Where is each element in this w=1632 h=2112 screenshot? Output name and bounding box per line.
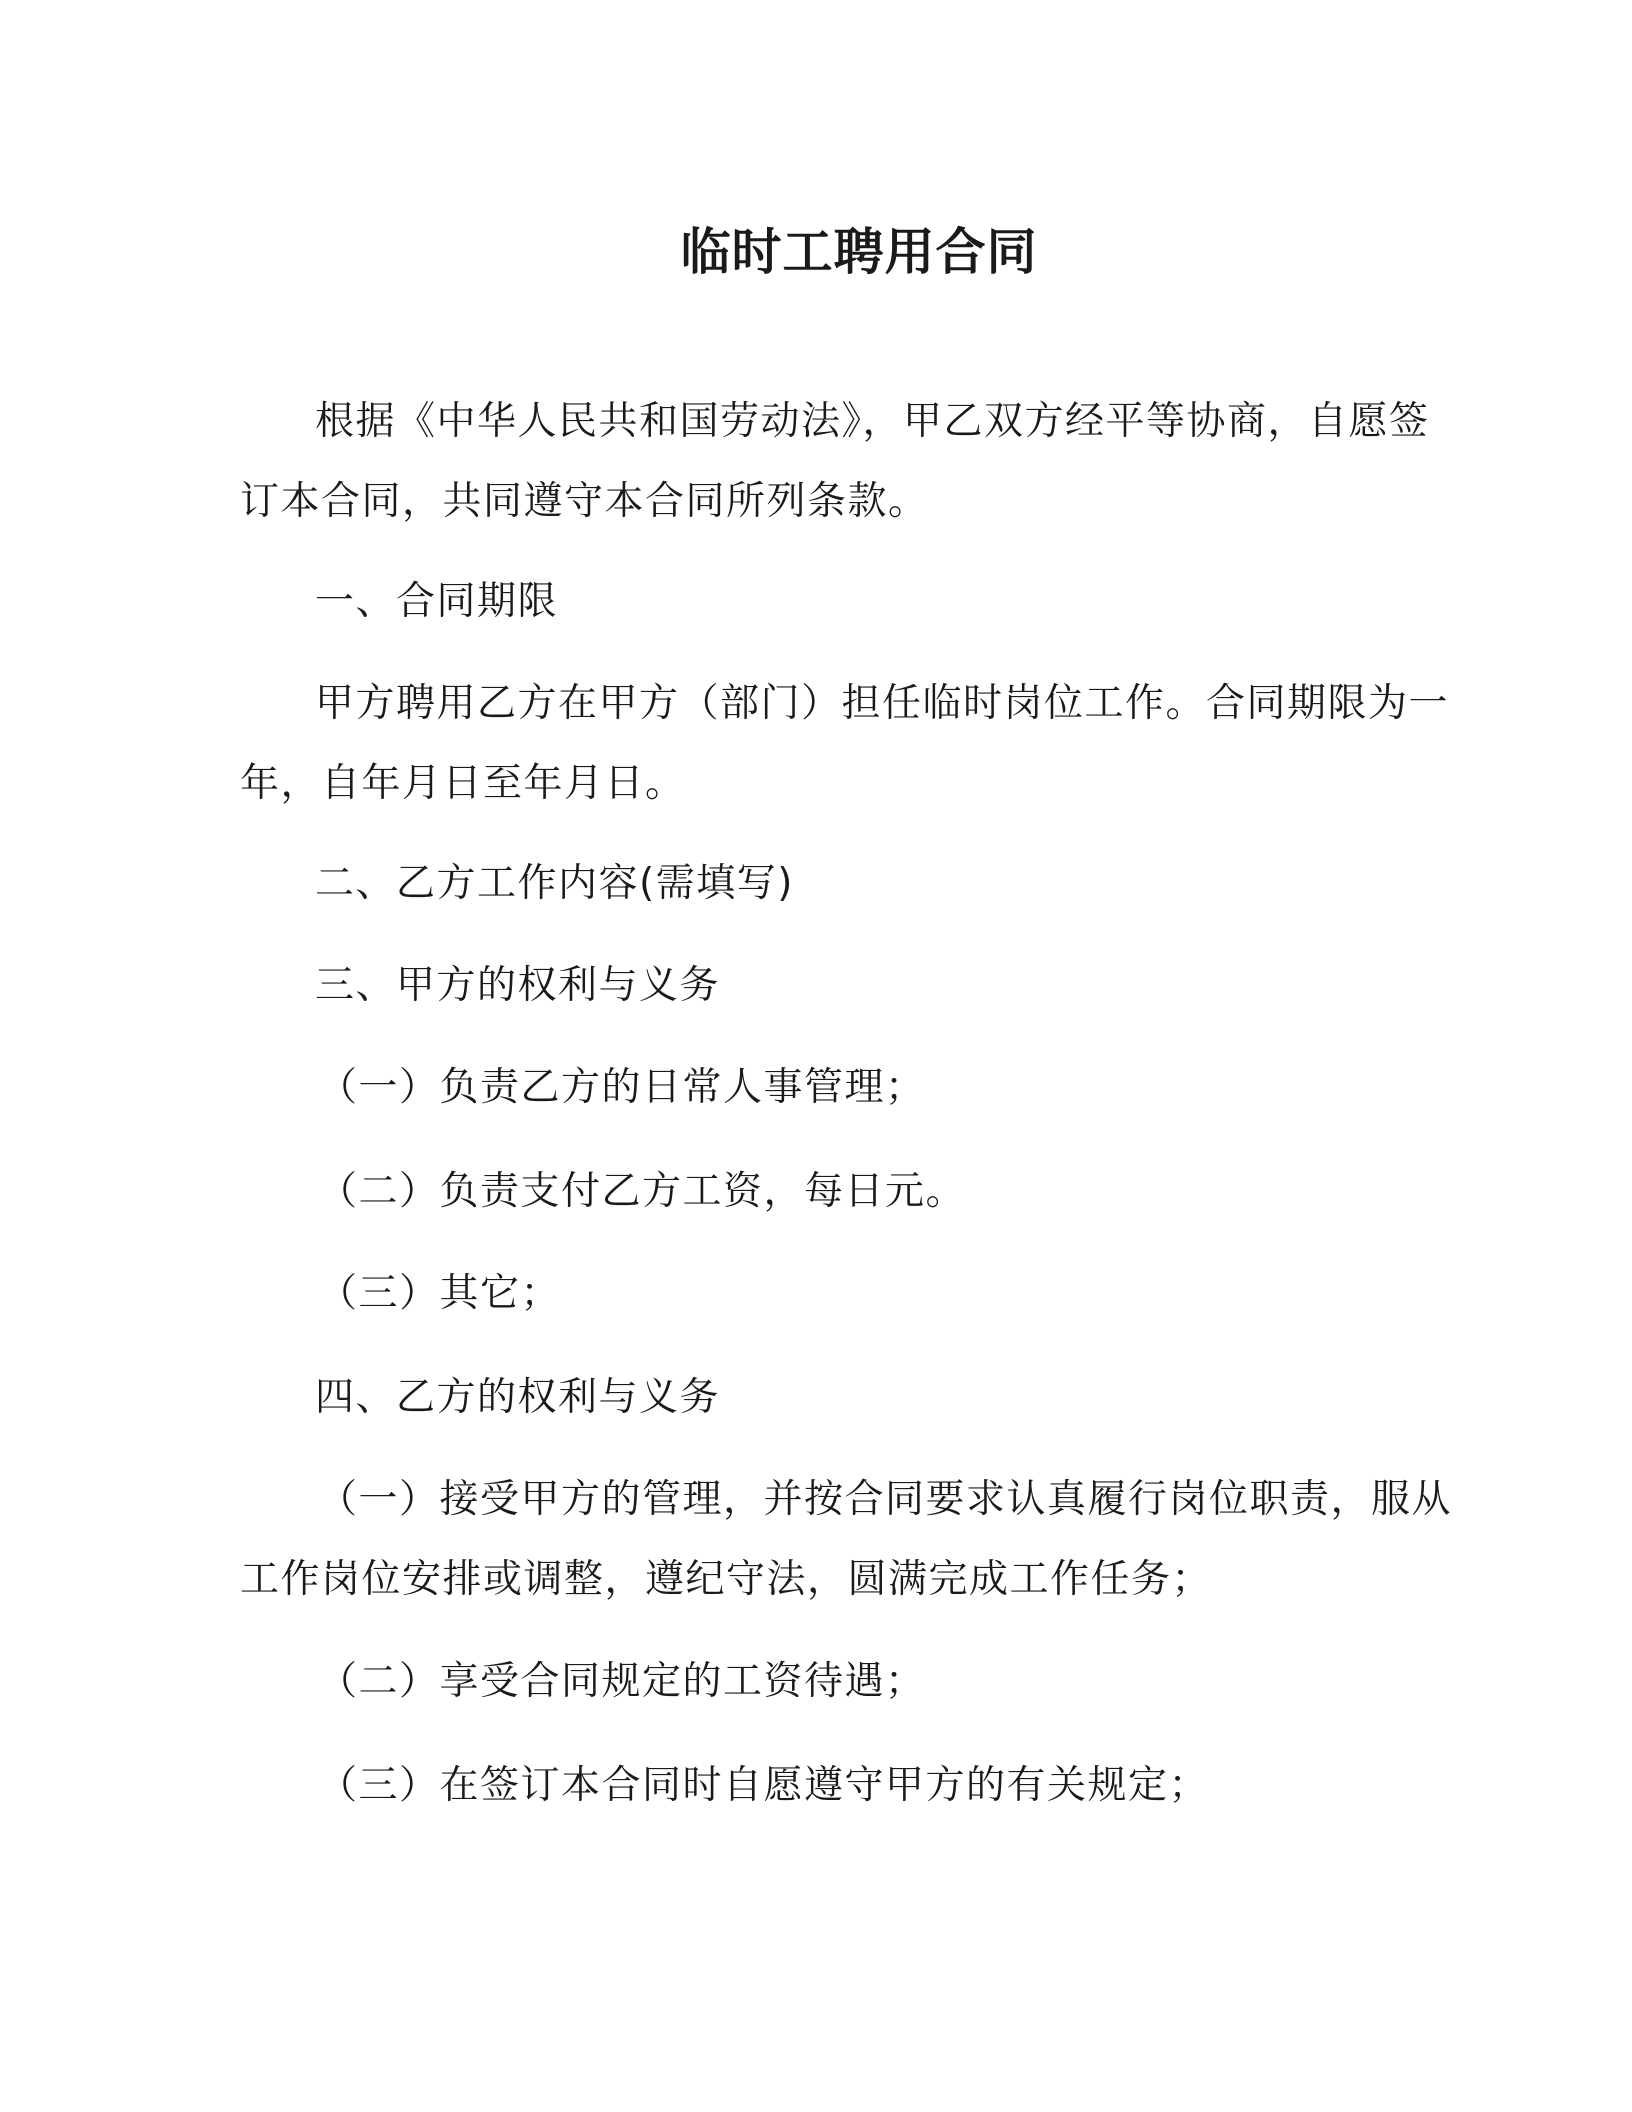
section-3-item-2: （二）负责支付乙方工资，每日元。 xyxy=(318,1169,967,1214)
section-4-item-2: （二）享受合同规定的工资待遇； xyxy=(318,1659,926,1704)
section-3-item-3: （三）其它； xyxy=(318,1271,562,1316)
section-2-heading: 二、乙方工作内容(需填写) xyxy=(315,861,794,906)
section-4-heading: 四、乙方的权利与义务 xyxy=(315,1375,721,1420)
section-3-heading: 三、甲方的权利与义务 xyxy=(315,963,721,1008)
preamble-line-2: 订本合同，共同遵守本合同所列条款。 xyxy=(240,479,929,524)
section-1-line-1: 甲方聘用乙方在甲方（部门）担任临时岗位工作。合同期限为一 xyxy=(315,681,1450,726)
section-4-item-1-line-1: （一）接受甲方的管理，并按合同要求认真履行岗位职责，服从 xyxy=(318,1477,1453,1522)
section-3-item-1: （一）负责乙方的日常人事管理； xyxy=(318,1065,926,1110)
section-1-heading: 一、合同期限 xyxy=(315,579,559,624)
document-title: 临时工聘用合同 xyxy=(680,223,1038,281)
preamble-line-1: 根据《中华人民共和国劳动法》，甲乙双方经平等协商，自愿签 xyxy=(315,399,1430,444)
section-4-item-3: （三）在签订本合同时自愿遵守甲方的有关规定； xyxy=(318,1763,1210,1808)
section-1-line-2: 年，自年月日至年月日。 xyxy=(240,761,686,806)
section-4-item-1-line-2: 工作岗位安排或调整，遵纪守法，圆满完成工作任务； xyxy=(240,1557,1213,1602)
